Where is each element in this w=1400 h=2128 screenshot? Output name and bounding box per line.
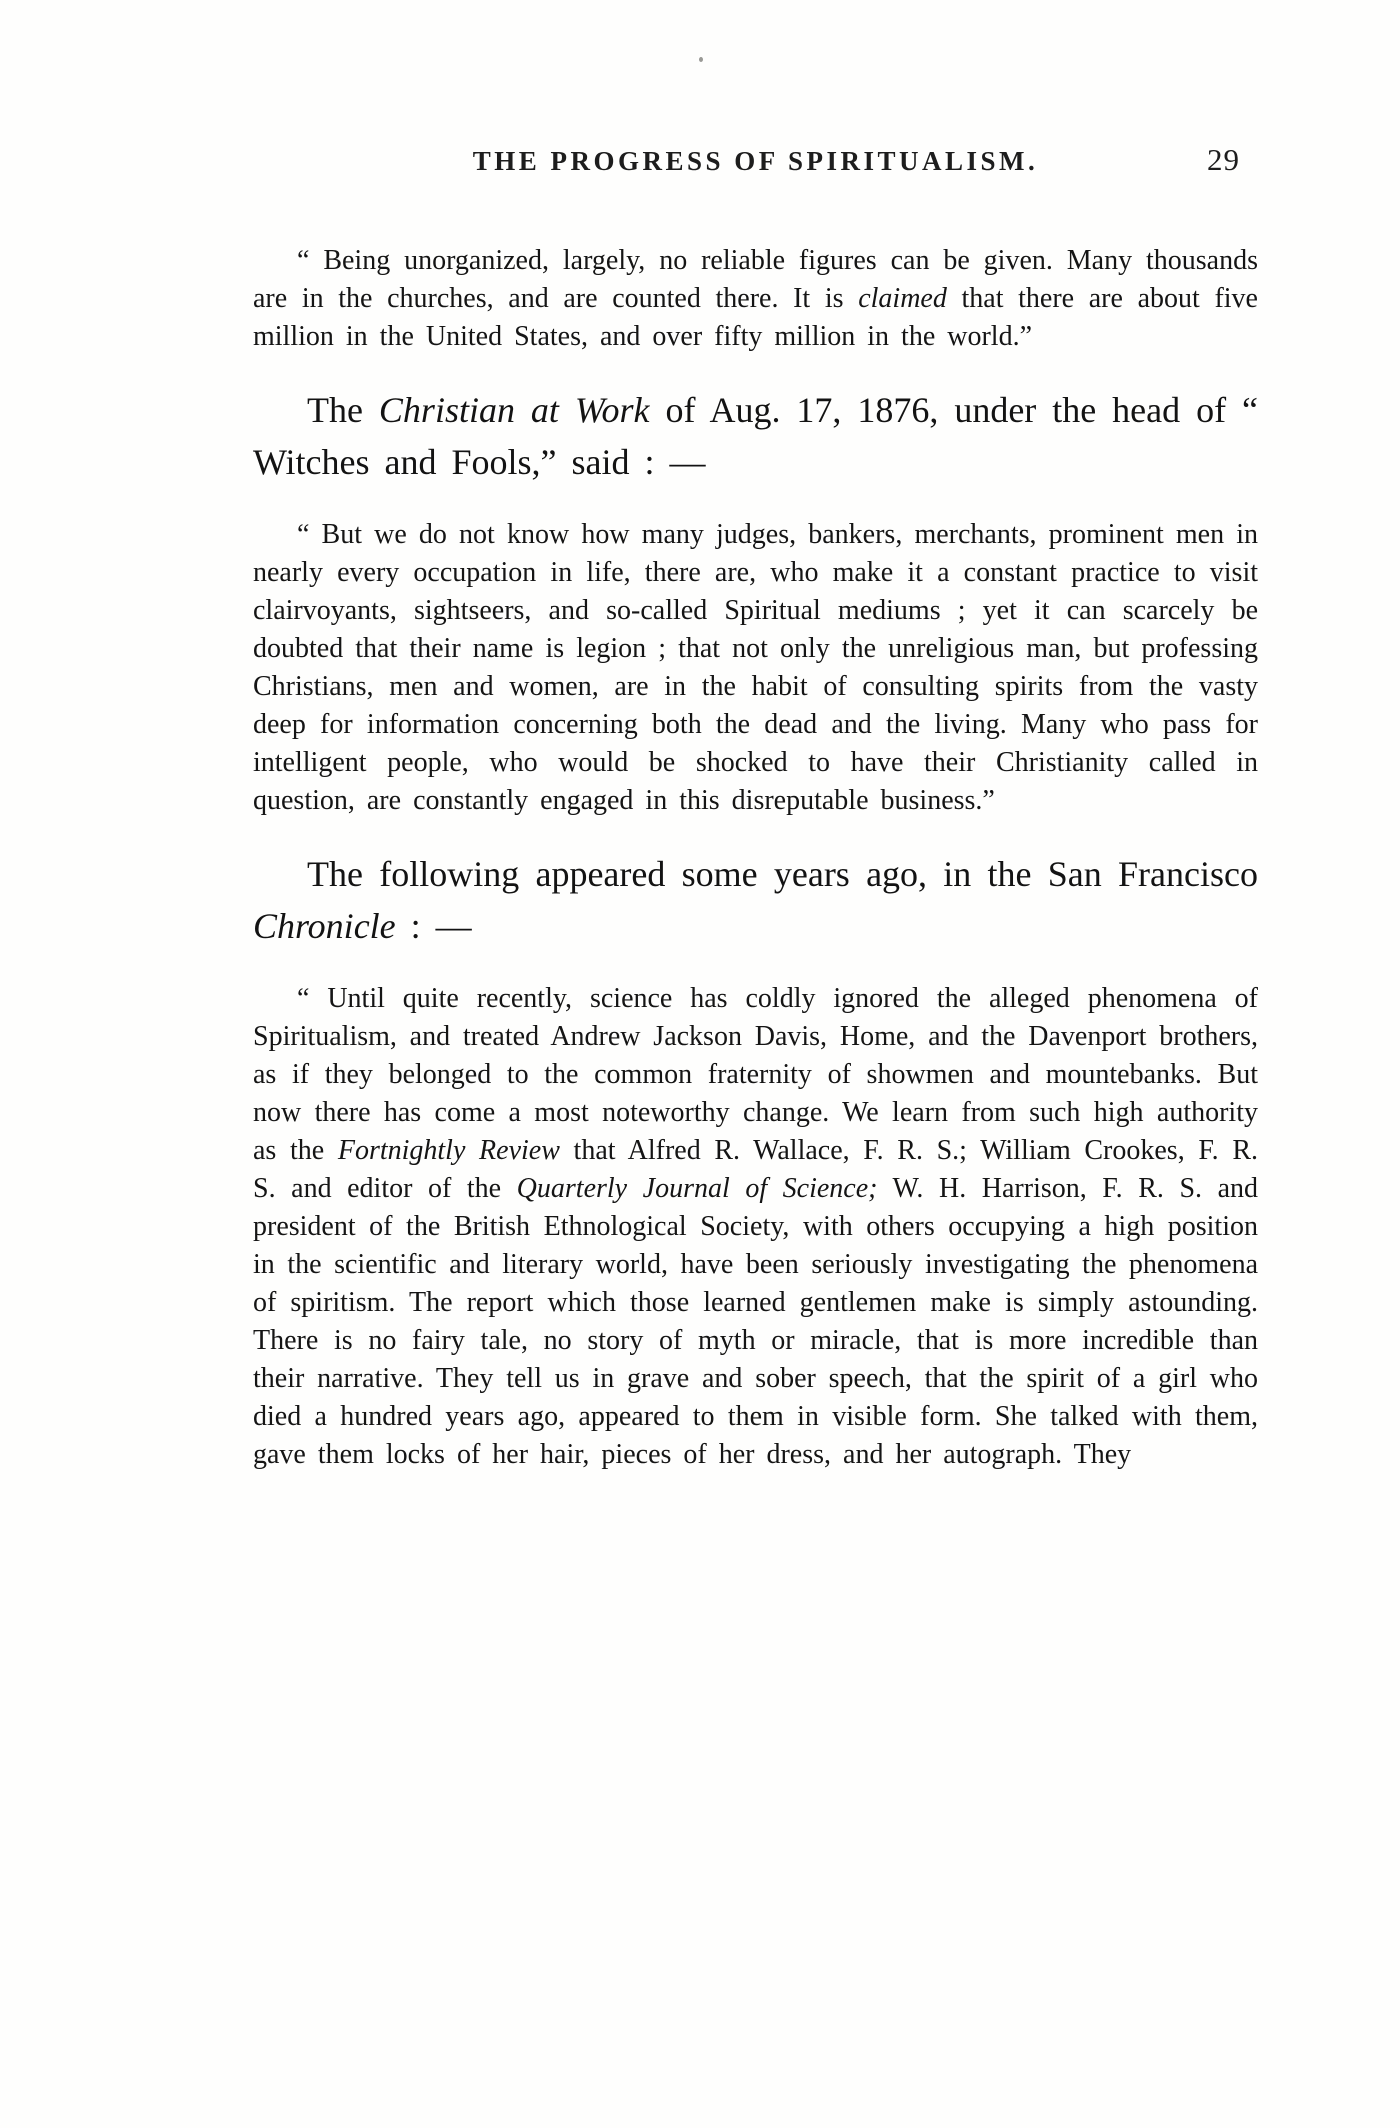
page-title: THE PROGRESS OF SPIRITUALISM. — [472, 146, 1039, 176]
text-run: “ Until quite recently, science has coldly ignored the alleged phenomena of Spiritualism, and treated Andrew Jackson Davis, Home, and the Davenport brothers, as if they belonged to the common fraternity of showmen and mountebanks. But now there has come a most noteworthy change. We learn from such high authority as the — [253, 983, 1258, 1166]
italic-run: Christian at Work — [378, 390, 650, 430]
text-run: “ But we do not know how many judges, bankers, merchants, prominent men in nearly every occupation in life, there are, who make it a constant practice to visit clairvoyants, sightseers, and so-called Spiritual mediums ; yet it can scarcely be doubted that their name is legion ; that not only the unreligious man, but professing Christians, men and women, are in the habit of consulting spirits from the vasty deep for information concerning both the dead and the living. Many who pass for intelligent people, who would be shocked to have their Christianity called in question, are constantly engaged in this disreputable business.” — [253, 519, 1258, 816]
italic-run: Fortnightly Review — [337, 1135, 560, 1166]
paragraph-quote-chronicle — [253, 980, 1258, 1474]
italic-run: Chronicle — [253, 906, 396, 946]
italic-run: claimed — [858, 283, 947, 314]
text-run: The — [307, 390, 379, 430]
text-run: that there are about five million in the United States, and over fifty million in the world.” — [253, 283, 1258, 352]
text-run: of Aug. 17, 1876, under the head of “ Witches and Fools,” said : — — [253, 390, 1258, 482]
page-number: 29 — [1207, 142, 1240, 177]
text-run: The following appeared some years ago, in the San Francisco — [307, 854, 1258, 894]
scan-speck — [699, 57, 703, 62]
text-run: “ Being unorganized, largely, no reliable figures can be given. Many thousands are in the churches, and are counted there. It is — [253, 245, 1258, 314]
running-header — [253, 142, 1258, 177]
text-block — [253, 242, 1258, 1474]
text-run: : — — [395, 906, 472, 946]
italic-run: Quarterly Journal of Science; — [516, 1173, 878, 1204]
paragraph-quote-figures — [253, 242, 1258, 356]
text-run: that Alfred R. Wallace, F. R. S.; William Crookes, F. R. S. and editor of the — [253, 1135, 1259, 1204]
paragraph-chronicle-intro — [253, 848, 1258, 952]
paragraph-christian-at-work — [253, 384, 1258, 488]
paragraph-quote-judges — [253, 516, 1258, 820]
text-run: W. H. Harrison, F. R. S. and president of the British Ethnological Society, with others occupying a high position in the scientific and literary world, have been seriously investigating the phenomena of spiritism. The report which those learned gentlemen make is simply astounding. There is no fairy tale, no story of myth or miracle, that is more incredible than their narrative. They tell us in grave and sober speech, that the spirit of a girl who died a hundred years ago, appeared to them in visible form. She talked with them, gave them locks of her hair, pieces of her dress, and her autograph. They — [253, 1173, 1259, 1470]
